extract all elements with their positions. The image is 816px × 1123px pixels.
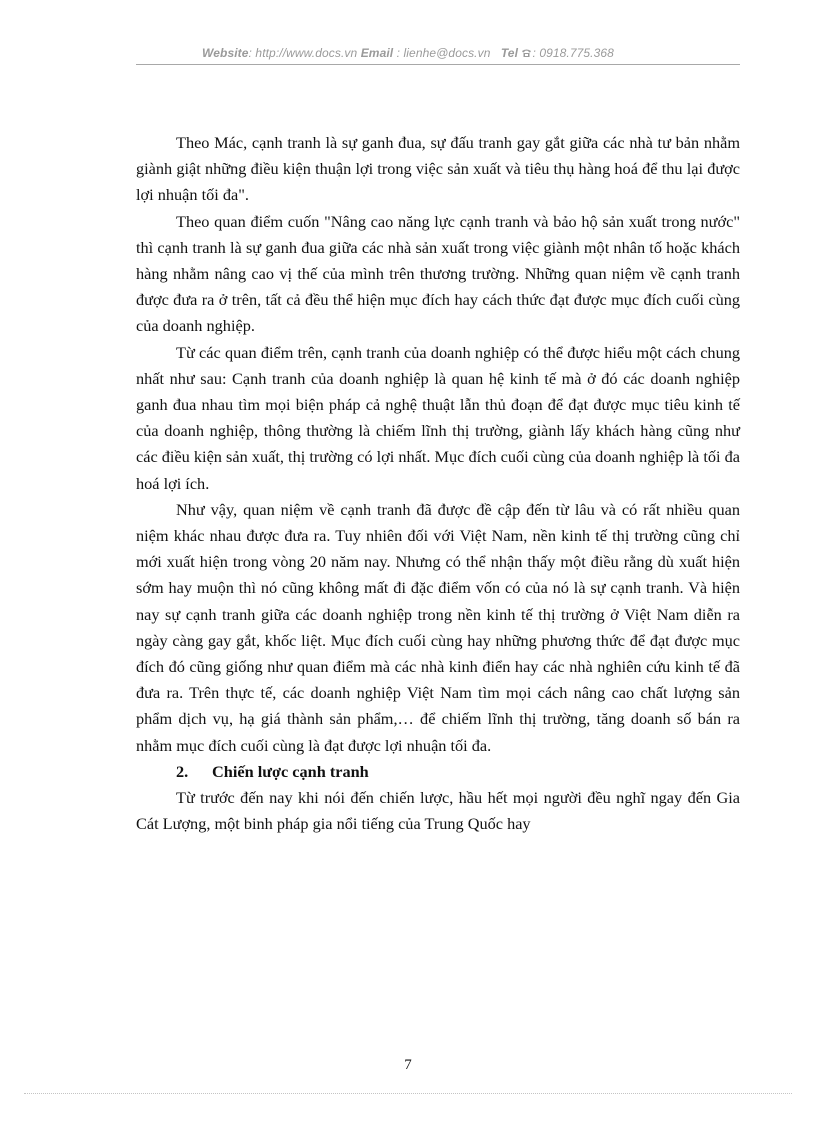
paragraph: Như vậy, quan niệm về cạnh tranh đã được đề cập đến từ lâu và có rất nhiều quan niệm khác nhau được đưa ra. Tuy nhiên đối với Việt Nam, nền kinh tế thị trường cũng chỉ mới xuất hiện trong vòng 20 năm nay. Nhưng có thể nhận thấy một điều rằng dù xuất hiện sớm hay muộn thì nó cũng không mất đi đặc điểm vốn có của nó là sự cạnh tranh. Và hiện nay sự cạnh tranh giữa các doanh nghiệp trong nền kinh tế thị trường ở Việt Nam diễn ra ngày càng gay gắt, khốc liệt. Mục đích cuối cùng hay những phương thức để đạt được mục đích đó cũng giống như quan điểm mà các nhà kinh điển hay các nhà nghiên cứu kinh tế đã đưa ra. Trên thực tế, các doanh nghiệp Việt Nam tìm mọi cách nâng cao chất lượng sản phẩm dịch vụ, hạ giá thành sản phẩm,… để chiếm lĩnh thị trường, tăng doanh số bán ra nhằm mục đích cuối cùng là đạt được lợi nhuận tối đa. <box>136 499 740 755</box>
header-divider <box>136 64 740 65</box>
paragraph: Theo quan điểm cuốn "Nâng cao năng lực cạnh tranh và bảo hộ sản xuất trong nước" thì cạnh tranh là sự ganh đua giữa các nhà sản xuất trong việc giành một nhân tố hoặc khách hàng nhằm nâng cao vị thế của mình trên thương trường. Những quan niệm về cạnh tranh được đưa ra ở trên, tất cả đều thể hiện mục đích hay cách thức đạt được mục đích cuối cùng của doanh nghiệp. <box>136 211 740 336</box>
section-number: 2. <box>176 761 189 781</box>
section-title: Chiến lược cạnh tranh <box>212 761 369 781</box>
page-number: 7 <box>404 1057 412 1073</box>
phone-icon <box>521 46 532 60</box>
email-address[interactable]: : lienhe@docs.vn <box>396 46 491 60</box>
email-label: Email <box>360 46 394 60</box>
section-heading <box>136 759 740 785</box>
paragraph: Từ trước đến nay khi nói đến chiến lược, hầu hết mọi người đều nghĩ ngay đến Gia Cát Lượng, một binh pháp gia nổi tiếng của Trung Quốc hay <box>136 788 740 834</box>
tel-number: : 0918.775.368 <box>532 46 614 60</box>
paragraph: Theo Mác, cạnh tranh là sự ganh đua, sự đấu tranh gay gắt giữa các nhà tư bản nhằm giành giật những điều kiện thuận lợi trong việc sản xuất và tiêu thụ hàng hoá để thu lại được lợi nhuận tối đa". <box>136 133 740 205</box>
tel-label: Tel <box>500 46 519 60</box>
website-label: Website <box>202 46 249 60</box>
page-bottom-divider <box>24 1093 792 1094</box>
page-header <box>0 46 816 60</box>
document-body <box>136 130 740 837</box>
paragraph: Từ các quan điểm trên, cạnh tranh của doanh nghiệp có thể được hiểu một cách chung nhất như sau: Cạnh tranh của doanh nghiệp là quan hệ kinh tế mà ở đó các doanh nghiệp ganh đua nhau tìm mọi biện pháp cả nghệ thuật lẫn thủ đoạn để đạt được mục tiêu kinh tế của doanh nghiệp, thông thường là chiếm lĩnh thị trường, giành lấy khách hàng cũng như các điều kiện sản xuất, thị trường có lợi nhất. Mục đích cuối cùng của doanh nghiệp là tối đa hoá lợi ích. <box>136 342 740 493</box>
website-url[interactable]: : http://www.docs.vn <box>248 46 358 60</box>
